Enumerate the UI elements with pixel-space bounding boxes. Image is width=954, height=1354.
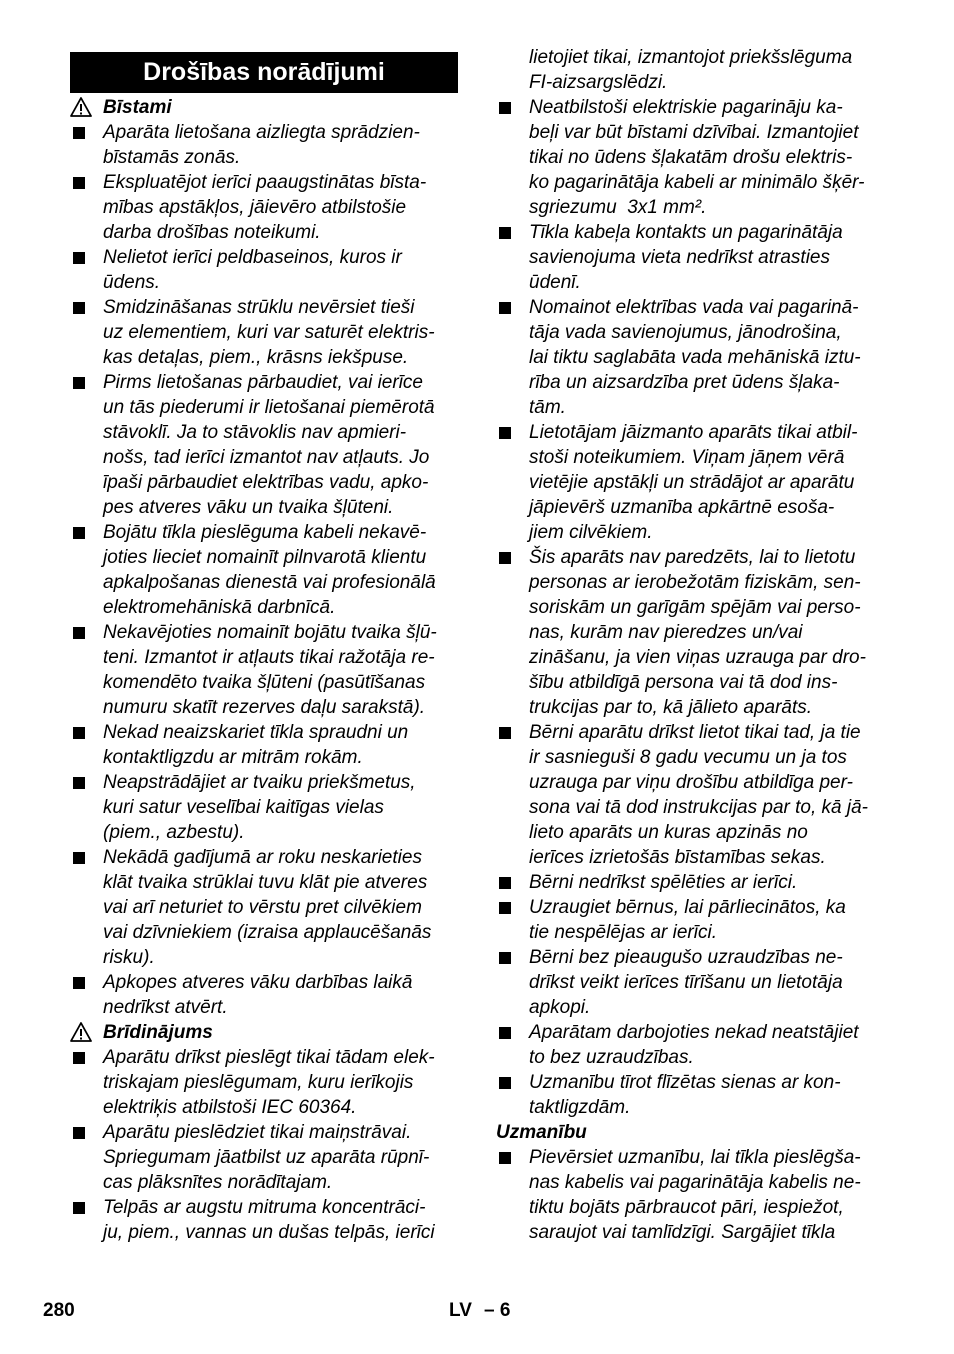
safety-item-text: ko pagarinātāja kabeli ar minimālo šķēr- — [529, 172, 865, 193]
danger-item-text: Bojātu tīkla pieslēguma kabeli nekavē- — [103, 522, 427, 543]
warning-item-text: cas plāksnītes norādītajam. — [103, 1172, 333, 1193]
safety-item-text: Lietotājam jāizmanto aparāts tikai atbil- — [529, 422, 858, 443]
danger-item-text: Neapstrādājiet ar tvaiku priekšmetus, — [103, 772, 416, 793]
safety-item-text: Aparātam darbojoties nekad neatstājiet — [529, 1022, 859, 1043]
danger-item-text: apkalpošanas dienestā vai profesionālā — [103, 572, 436, 593]
bullet-square — [73, 977, 85, 989]
danger-item-text: pes atveres vāku un tvaika šļūteni. — [103, 497, 394, 518]
warning-item-text: ju, piem., vannas un dušas telpās, ierīci — [103, 1222, 435, 1243]
safety-item-text: rība un aizsardzība pret ūdens šļaka- — [529, 372, 840, 393]
safety-item-text: ir sasnieguši 8 gadu vecumu un ja tos — [529, 747, 847, 768]
bullet-square — [499, 952, 511, 964]
warning-item-text: triskajam pieslēgumam, kuru ierīkojis — [103, 1072, 414, 1093]
safety-item-text: tikai no ūdens šļakatām drošu elektris- — [529, 147, 853, 168]
danger-item-text: Pirms lietošanas pārbaudiet, vai ierīce — [103, 372, 423, 393]
warning-item-text: Aparātu pieslēdziet tikai maiņstrāvai. — [103, 1122, 412, 1143]
bullet-square — [73, 127, 85, 139]
bullet-square — [73, 1052, 85, 1064]
danger-item-text: īpaši pārbaudiet elektrības vadu, apko- — [103, 472, 429, 493]
warning-item-text: elektriķis atbilstoši IEC 60364. — [103, 1097, 357, 1118]
danger-item-text: uz elementiem, kuri var saturēt elektris- — [103, 322, 435, 343]
danger-heading: Bīstami — [103, 97, 172, 118]
safety-item-text: vietējie apstākļi un strādājot ar aparātu — [529, 472, 855, 493]
danger-item-text: Ekspluatējot ierīci paaugstinātas bīsta- — [103, 172, 427, 193]
bullet-square — [73, 777, 85, 789]
danger-item-text: nedrīkst atvērt. — [103, 997, 228, 1018]
danger-item-text: Nekavējoties nomainīt bojātu tvaika šļū- — [103, 622, 437, 643]
danger-item-text: joties lieciet nomainīt pilnvarotā klientu — [103, 547, 427, 568]
safety-item-text: drīkst veikt ierīces tīrīšanu un lietotāja — [529, 972, 843, 993]
warning-item-text: Aparātu drīkst pieslēgt tikai tādam elek- — [103, 1047, 435, 1068]
warning-item-text: Spriegumam jāatbilst uz aparāta rūpnī- — [103, 1147, 430, 1168]
safety-item-text: ierīces izrietošās bīstamības sekas. — [529, 847, 826, 868]
safety-item-text: Nomainot elektrības vada vai pagarinā- — [529, 297, 859, 318]
safety-item-text: Bērni nedrīkst spēlēties ar ierīci. — [529, 872, 798, 893]
safety-item-text: Tīkla kabeļa kontakts un pagarinātāja — [529, 222, 843, 243]
bullet-square — [499, 877, 511, 889]
bullet-square — [499, 427, 511, 439]
continuation-text: lietojiet tikai, izmantojot priekšslēguma — [529, 47, 853, 68]
danger-item-text: vai dzīvniekiem (izraisa applaucēšanās — [103, 922, 432, 943]
danger-item-text: Aparāta lietošana aizliegta sprādzien- — [103, 122, 420, 143]
safety-item-text: soriskām un garīgām spējām vai perso- — [529, 597, 861, 618]
danger-item-text: Nelietot ierīci peldbaseinos, kuros ir — [103, 247, 402, 268]
bullet-square — [499, 727, 511, 739]
danger-item-text: Apkopes atveres vāku darbības laikā — [103, 972, 413, 993]
safety-item-text: personas ar ierobežotām fiziskām, sen- — [529, 572, 861, 593]
safety-item-text: tāja vada savienojumus, jānodrošina, — [529, 322, 842, 343]
danger-item-text: elektromehāniskā darbnīcā. — [103, 597, 336, 618]
danger-item-text: mības apstākļos, jāievēro atbilstošie — [103, 197, 407, 218]
danger-item-text: Nekādā gadījumā ar roku neskarieties — [103, 847, 422, 868]
bullet-square — [73, 1127, 85, 1139]
danger-item-text: kuri satur veselībai kaitīgas vielas — [103, 797, 384, 818]
bullet-square — [499, 302, 511, 314]
bullet-square — [499, 902, 511, 914]
bullet-square — [73, 727, 85, 739]
bullet-square — [73, 302, 85, 314]
safety-item-text: šību atbildīgā persona vai tā dod ins- — [529, 672, 838, 693]
danger-item-text: ūdens. — [103, 272, 161, 293]
bullet-square — [73, 527, 85, 539]
safety-item-text: beļi var būt bīstami dzīvībai. Izmantojiet — [529, 122, 859, 143]
danger-item-text: komendēto tvaika šļūteni (pasūtīšanas — [103, 672, 426, 693]
warning-triangle-icon — [70, 96, 92, 118]
bullet-square — [499, 227, 511, 239]
bullet-square — [73, 177, 85, 189]
safety-item-text: zināšanu, ja vien viņas uzrauga par dro- — [529, 647, 866, 668]
safety-item-text: Uzmanību tīrot flīzētas sienas ar kon- — [529, 1072, 841, 1093]
safety-item-text: tie nespēlējas ar ierīci. — [529, 922, 717, 943]
bullet-square — [73, 627, 85, 639]
continuation-text: FI-aizsargslēdzi. — [529, 72, 668, 93]
danger-item-text: darba drošības noteikumi. — [103, 222, 321, 243]
page-number: 280 — [43, 1300, 75, 1321]
safety-item-text: jiem cilvēkiem. — [529, 522, 653, 543]
safety-item-text: savienojuma vieta nedrīkst atrasties — [529, 247, 830, 268]
safety-item-text: lieto aparāts un kuras apzinās no — [529, 822, 808, 843]
danger-item-text: Smidzināšanas strūklu nevērsiet tieši — [103, 297, 415, 318]
danger-item-text: risku). — [103, 947, 155, 968]
safety-item-text: sona vai tā dod instrukcijas par to, kā jā- — [529, 797, 869, 818]
danger-item-text: stāvoklī. Ja to stāvoklis nav apmieri- — [103, 422, 407, 443]
danger-item-text: (piem., azbestu). — [103, 822, 245, 843]
danger-item-text: teni. Izmantot ir atļauts tikai ražotāja re- — [103, 647, 435, 668]
caution-item-text: Pievērsiet uzmanību, lai tīkla pieslēgša- — [529, 1147, 861, 1168]
safety-item-text: sgriezumu 3x1 mm². — [529, 197, 707, 218]
danger-item-text: klāt tvaika strūklai tuvu klāt pie atveres — [103, 872, 428, 893]
danger-item-text: nošs, tad ierīci izmantot nav atļauts. Jo — [103, 447, 430, 468]
bullet-square — [73, 1202, 85, 1214]
safety-item-text: stoši noteikumiem. Viņam jāņem vērā — [529, 447, 845, 468]
bullet-square — [499, 1152, 511, 1164]
safety-item-text: Neatbilstoši elektriskie pagarināju ka- — [529, 97, 843, 118]
safety-item-text: taktligzdām. — [529, 1097, 631, 1118]
bullet-square — [73, 377, 85, 389]
warning-item-text: Telpās ar augstu mitruma koncentrāci- — [103, 1197, 426, 1218]
danger-item-text: Nekad neaizskariet tīkla spraudni un — [103, 722, 409, 743]
caution-heading: Uzmanību — [496, 1122, 587, 1143]
safety-item-text: Bērni bez pieaugušo uzraudzības ne- — [529, 947, 843, 968]
safety-item-text: Bērni aparātu drīkst lietot tikai tad, ja tie — [529, 722, 861, 743]
footer-section-page: – 6 — [484, 1300, 511, 1321]
safety-item-text: nas, kurām nav pieredzes un/vai — [529, 622, 803, 643]
section-title: Drošības norādījumi — [70, 52, 458, 93]
bullet-square — [499, 1077, 511, 1089]
safety-item-text: Uzraugiet bērnus, lai pārliecinātos, ka — [529, 897, 846, 918]
safety-item-text: Šis aparāts nav paredzēts, lai to lietotu — [529, 547, 856, 568]
danger-item-text: kas detaļas, piem., krāsns iekšpuse. — [103, 347, 409, 368]
bullet-square — [73, 852, 85, 864]
danger-item-text: bīstamās zonās. — [103, 147, 241, 168]
safety-item-text: lai tiktu saglabāta vada mehāniskā iztu- — [529, 347, 861, 368]
safety-item-text: tām. — [529, 397, 566, 418]
danger-item-text: numuru skatīt rezerves daļu sarakstā). — [103, 697, 426, 718]
bullet-square — [499, 552, 511, 564]
danger-item-text: un tās piederumi ir lietošanai piemērotā — [103, 397, 435, 418]
danger-item-text: kontaktligzdu ar mitrām rokām. — [103, 747, 363, 768]
bullet-square — [73, 252, 85, 264]
danger-item-text: vai arī neturiet to vērstu pret cilvēkiem — [103, 897, 422, 918]
safety-item-text: trukcijas par to, kā jālieto aparāts. — [529, 697, 813, 718]
safety-item-text: to bez uzraudzības. — [529, 1047, 694, 1068]
footer-section-label: LV — [449, 1300, 472, 1321]
bullet-square — [499, 102, 511, 114]
safety-item-text: jāpievērš uzmanība apkārtnē esoša- — [529, 497, 835, 518]
safety-item-text: uzrauga par viņu drošību atbildīga per- — [529, 772, 853, 793]
caution-item-text: saraujot vai tamlīdzīgi. Sargājiet tīkla — [529, 1222, 836, 1243]
warning-heading: Brīdinājums — [103, 1022, 213, 1043]
safety-item-text: ūdenī. — [529, 272, 581, 293]
caution-item-text: tiktu bojāts pārbraucot pāri, iespiežot, — [529, 1197, 844, 1218]
caution-item-text: nas kabelis vai pagarinātāja kabelis ne- — [529, 1172, 861, 1193]
bullet-square — [499, 1027, 511, 1039]
safety-item-text: apkopi. — [529, 997, 591, 1018]
warning-triangle-icon — [70, 1021, 92, 1043]
